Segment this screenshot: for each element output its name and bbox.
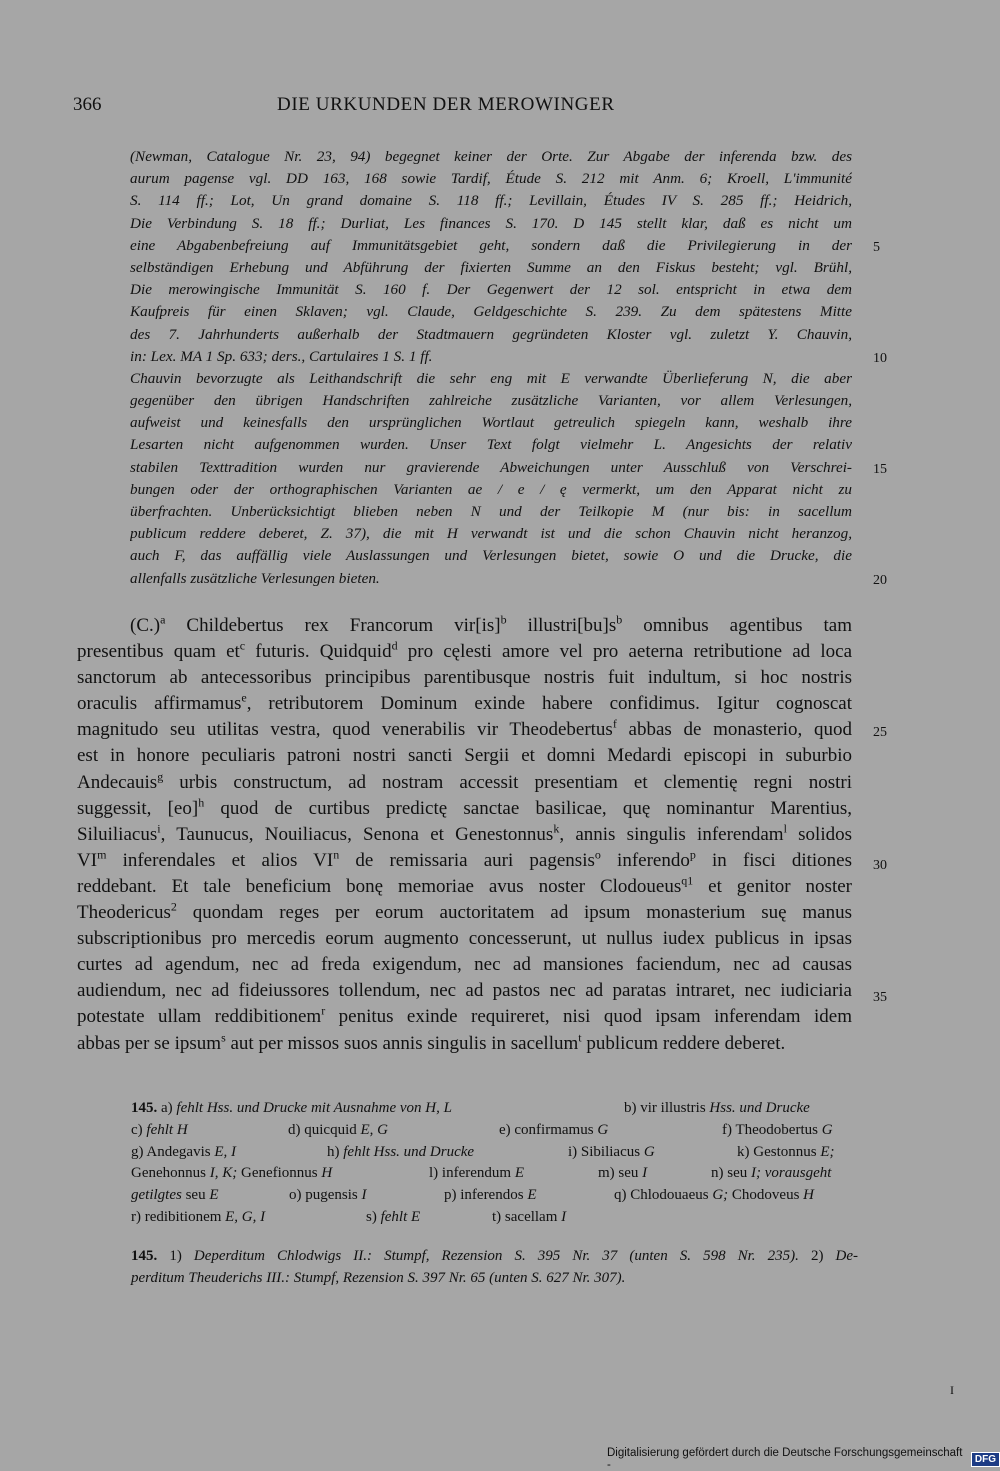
charter-line: audiendum, nec ad fideiussores tollendum, nec ad pastos nec ad paratas intraret, nec iudiciaria [77, 980, 852, 1002]
page-number: 366 [73, 94, 102, 115]
charter-line: potestate ullam reddibitionem$^r$ penitus exinde requireret, nisi quod ipsam inferendam idem [77, 1004, 852, 1028]
line-number: 15 [873, 462, 887, 477]
page-header [73, 94, 903, 124]
apparatus-line: g) Andegavis E, I h) fehlt Hss. und Drucke i) Sibiliacus G k) Gestonnus E; [131, 1143, 835, 1160]
intro-line: Kaufpreis für einen Sklaven; vgl. Claude, Geldgeschichte S. 239. Zu dem spätestens Mitte [130, 303, 852, 321]
charter-text [77, 613, 852, 1057]
charter-line: abbas per se ipsum$^s$ aut per missos suos annis singulis in sacellum$^t$ publicum reddere deberet. [77, 1030, 786, 1054]
intro-line: bungen oder der orthographischen Varianten ae / e / ę vermerkt, um den Apparat nicht zu [130, 480, 852, 498]
apparatus-line: 145. a) fehlt Hss. und Drucke mit Ausnahme von H, L b) vir illustris Hss. und Drucke [131, 1100, 810, 1116]
introduction-text [130, 146, 852, 590]
charter-line: est in honore peculiaris patroni nostri sancti Sergii et domni Medardi episcopi in suburbio [77, 745, 852, 767]
intro-line: Die Verbindung S. 18 ff.; Durliat, Les finances S. 170. D 145 stellt klar, daß es nicht um [130, 214, 852, 232]
critical-apparatus [131, 1098, 858, 1229]
intro-line: gegenüber den übrigen Handschriften zahlreiche zusätzliche Varianten, vor allem Verlesungen, [130, 392, 852, 410]
intro-line: S. 114 ff.; Lot, Un grand domaine S. 118 ff.; Levillain, Études IV S. 285 ff.; Heidrich, [130, 192, 852, 210]
intro-line: in: Lex. MA 1 Sp. 633; ders., Cartulaires 1 S. 1 ff. [130, 347, 433, 365]
charter-line: $VI^m$ inferendales et alios $VI^n$ de remissaria auri pagensis$^o$ inferendo$^p$ in fisci ditiones [77, 847, 852, 871]
charter-line: $(C.)^a$ Childebertus rex Francorum vir[is]$^b$ $illustri[bu]s^b$ omnibus agentibus tam [130, 613, 852, 636]
charter-line: subscriptionibus pro mercedis eorum augmento concesserunt, ut nullus iudex publicus in ipsas [77, 928, 852, 950]
intro-line: Chauvin bevorzugte als Leithandschrift die sehr eng mit E verwandte Überlieferung N, die aber [130, 369, 852, 387]
charter-line: presentibus quam $et^c$ futuris. Quidquid$^d$ pro cęlesti amore vel pro aeterna retributione ad loca [77, 639, 852, 663]
intro-line: Lesarten nicht aufgenommen wurden. Unser Text folgt vielmehr L. Angesichts der relativ [130, 436, 852, 454]
apparatus-line: c) fehlt H d) quicquid E, G e) confirmamus G f) Theodobertus G [131, 1121, 833, 1138]
note-line: 145. 1) Deperditum Chlodwigs II.: Stumpf, Rezension S. 395 Nr. 37 (unten S. 598 Nr. 235). 2) De- [131, 1248, 858, 1264]
apparatus-line: getilgtes seu E o) pugensis I p) inferendos E q) Chlodouaeus G; Chodoveus H [131, 1187, 814, 1204]
charter-line: oraculis affirmamus$^e$, retributorem Dominum exinde habere confidimus. Igitur cognoscat [77, 691, 852, 715]
intro-line: aurum pagense vgl. DD 163, 168 sowie Tardif, Étude S. 212 mit Anm. 6; Kroell, L'immunité [130, 170, 852, 188]
charter-line: sanctorum ab antecessoribus principibus parentibusque nostris fuit indultum, si hoc nostris [77, 667, 852, 689]
note-line: perditum Theuderichs III.: Stumpf, Rezension S. 397 Nr. 65 (unten S. 627 Nr. 307). [131, 1269, 626, 1286]
margin-mark: I [950, 1383, 954, 1397]
line-number: 25 [873, 725, 887, 740]
intro-line: (Newman, Catalogue Nr. 23, 94) begegnet keiner der Orte. Zur Abgabe der inferenda bzw. des [130, 148, 852, 165]
charter-line: curtes ad agendum, nec ad freda exigendum, nec ad mansiones faciendum, nec ad causas [77, 954, 852, 976]
running-title: DIE URKUNDEN DER MEROWINGER [277, 94, 615, 115]
line-number: 5 [873, 240, 880, 255]
line-number: 20 [873, 573, 887, 588]
apparatus-line: Genehonnus I, K; Genefionnus H l) inferendum E m) seu I n) seu I; vorausgeht [131, 1165, 832, 1182]
intro-line: aufweist und keinesfalls den ursprünglichen Wortlaut getreulich spiegeln kann, weshalb ihre [130, 414, 852, 432]
intro-line: überfrachten. Unberücksichtigt blieben neben N und der Teilkopie M (nur bis: in sacellum [130, 503, 852, 520]
charter-line: Andecauis$^g$ urbis constructum, ad nostram accessit presentiam et clementię regni nostri [77, 769, 852, 793]
intro-line: auch F, das auffällig viele Auslassungen und Verlesungen bietet, sowie O und die Drucke, die [130, 547, 852, 565]
intro-line: selbständigen Erhebung und Abführung der fixierten Summe an den Fiskus besteht; vgl. Brühl, [130, 258, 852, 276]
intro-line: Die merowingische Immunität S. 160 f. Der Gegenwert der 12 sol. entspricht in etwa dem [130, 281, 852, 299]
intro-line: eine Abgabenbefreiung auf Immunitätsgebiet geht, sondern daß die Privilegierung in der [130, 236, 852, 254]
charter-line: Theodericus$^2$ quondam reges per eorum auctoritatem ad ipsum monasterium suę manus [77, 900, 852, 924]
digitization-footer [607, 1447, 1000, 1471]
intro-line: stabilen Texttradition wurden nur gravierende Abweichungen unter Ausschluß von Verschrei- [130, 458, 852, 476]
line-number: 30 [873, 858, 887, 873]
historical-notes [131, 1246, 858, 1289]
charter-line: Siluiliacus$^i$, Taunucus, Nouiliacus, Senona et Genestonnus$^k$, annis singulis inferendam$^l$ solidos [77, 821, 852, 845]
apparatus-line: r) redibitionem E, G, I s) fehlt E t) sacellam I [131, 1208, 567, 1225]
footer-text: Digitalisierung gefördert durch die Deutsche Forschungsgemeinschaft - [607, 1447, 963, 1471]
charter-line: magnitudo seu utilitas vestra, quod venerabilis vir Theodebertus$^f$ abbas de monasterio, quod [77, 717, 852, 741]
line-number: 35 [873, 990, 887, 1005]
intro-line: publicum reddere deberet, Z. 37), die mit H verwandt ist und die schon Chauvin nicht heranzog, [130, 525, 852, 543]
charter-line: reddebant. Et tale beneficium bonę memoriae avus noster Clodoueus$^{q1}$ et genitor noster [77, 873, 852, 897]
dfg-logo: DFG [971, 1452, 1000, 1467]
intro-line: allenfalls zusätzliche Verlesungen bieten. [130, 569, 380, 587]
line-number: 10 [873, 351, 887, 366]
intro-line: des 7. Jahrhunderts außerhalb der Stadtmauern gegründeten Kloster vgl. zuletzt Y. Chauvin, [130, 325, 852, 343]
charter-line: suggessit, [eo]$^h$ quod de curtibus predictę sanctae basilicae, quę nominantur Marentius, [77, 795, 852, 819]
